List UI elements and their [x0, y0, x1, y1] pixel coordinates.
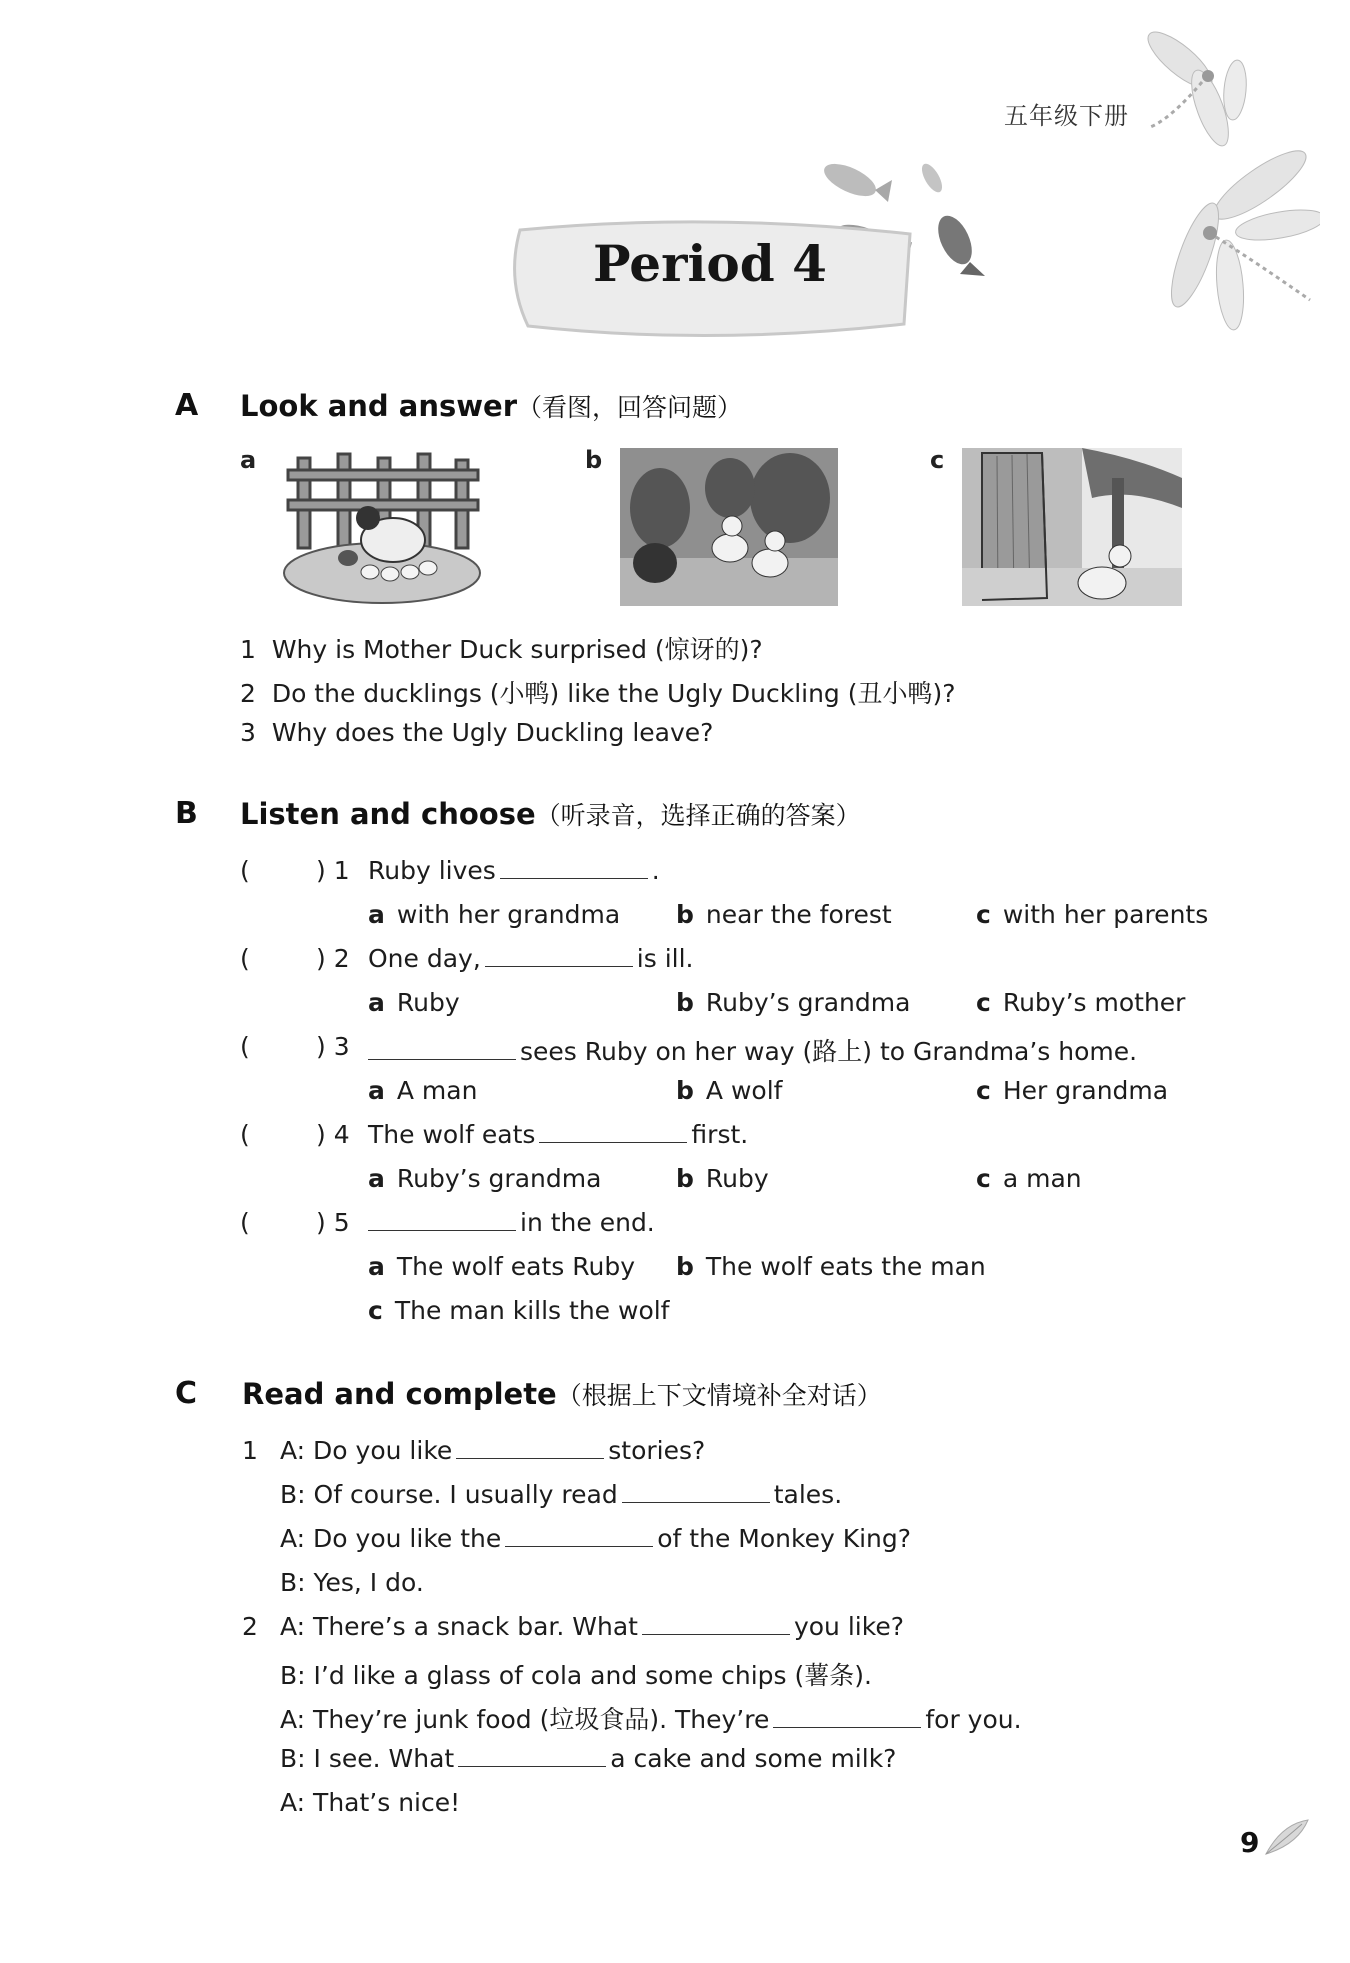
- blank[interactable]: [622, 1482, 770, 1503]
- dialogue-line: A: There’s a snack bar. What you like?: [280, 1612, 904, 1641]
- dragonfly-icon: [1140, 20, 1280, 160]
- blank[interactable]: [773, 1707, 921, 1728]
- option-a[interactable]: a A man: [368, 1076, 478, 1105]
- option-b[interactable]: b near the forest: [676, 900, 892, 929]
- mother-duck-picture: [278, 448, 486, 606]
- leaf-icon: [1262, 1818, 1312, 1858]
- blank[interactable]: [642, 1614, 790, 1635]
- option-a[interactable]: a Ruby: [368, 988, 460, 1017]
- item-5-stem: in the end.: [368, 1208, 655, 1237]
- item-number: ) 5: [316, 1208, 350, 1237]
- option-c[interactable]: c with her parents: [976, 900, 1209, 929]
- dialogue-number: 2: [242, 1612, 258, 1641]
- page-number: 9: [1240, 1826, 1260, 1859]
- answer-bracket[interactable]: (: [240, 856, 250, 885]
- section-b-title: Listen and choose（听录音，选择正确的答案）: [240, 797, 861, 831]
- blank[interactable]: [368, 1039, 516, 1060]
- section-a-letter: A: [175, 388, 199, 423]
- grade-label: 五年级下册: [1004, 102, 1129, 130]
- answer-bracket[interactable]: (: [240, 1120, 250, 1149]
- blank[interactable]: [368, 1210, 516, 1231]
- blank[interactable]: [458, 1746, 606, 1767]
- option-c[interactable]: c Her grandma: [976, 1076, 1169, 1105]
- section-a-title: Look and answer（看图，回答问题）: [240, 389, 743, 423]
- answer-bracket[interactable]: (: [240, 1208, 250, 1237]
- option-c[interactable]: c Ruby’s mother: [976, 988, 1186, 1017]
- dialogue-line: B: Of course. I usually read tales.: [280, 1480, 843, 1509]
- question-1: 1 Why is Mother Duck surprised (惊讶的)?: [240, 635, 763, 664]
- blank[interactable]: [539, 1122, 687, 1143]
- leaving-duckling-picture: [962, 448, 1182, 606]
- option-a[interactable]: a The wolf eats Ruby: [368, 1252, 635, 1281]
- option-a[interactable]: a with her grandma: [368, 900, 621, 929]
- option-c[interactable]: c The man kills the wolf: [368, 1296, 670, 1325]
- item-number: ) 4: [316, 1120, 350, 1149]
- dragonfly-icon: [1150, 145, 1320, 355]
- option-b[interactable]: b Ruby: [676, 1164, 769, 1193]
- dialogue-line: A: Do you like stories?: [280, 1436, 706, 1465]
- section-c-title: Read and complete（根据上下文情境补全对话）: [242, 1377, 882, 1411]
- item-number: ) 1: [316, 856, 350, 885]
- dialogue-line: B: Yes, I do.: [280, 1568, 424, 1597]
- section-c-letter: C: [175, 1376, 198, 1411]
- answer-bracket[interactable]: (: [240, 1032, 250, 1061]
- item-1-stem: Ruby lives .: [368, 856, 660, 885]
- dialogue-number: 1: [242, 1436, 258, 1465]
- item-number: ) 3: [316, 1032, 350, 1061]
- dialogue-line: A: They’re junk food (垃圾食品). They’re for you.: [280, 1705, 1022, 1734]
- dialogue-line: A: That’s nice!: [280, 1788, 461, 1817]
- item-number: ) 2: [316, 944, 350, 973]
- option-b[interactable]: b The wolf eats the man: [676, 1252, 986, 1281]
- option-b[interactable]: b Ruby’s grandma: [676, 988, 911, 1017]
- picture-a-label: a: [240, 446, 257, 474]
- dialogue-line: B: I’d like a glass of cola and some chips (薯条).: [280, 1661, 872, 1690]
- blank[interactable]: [485, 946, 633, 967]
- section-b-letter: B: [175, 796, 198, 831]
- option-a[interactable]: a Ruby’s grandma: [368, 1164, 602, 1193]
- ducklings-picture: [620, 448, 838, 606]
- period-title: Period 4: [593, 234, 827, 293]
- blank[interactable]: [456, 1438, 604, 1459]
- blank[interactable]: [505, 1526, 653, 1547]
- question-2: 2 Do the ducklings (小鸭) like the Ugly Duckling (丑小鸭)?: [240, 679, 956, 708]
- dialogue-line: B: I see. What a cake and some milk?: [280, 1744, 897, 1773]
- picture-c-label: c: [930, 446, 945, 474]
- blank[interactable]: [500, 858, 648, 879]
- answer-bracket[interactable]: (: [240, 944, 250, 973]
- item-3-stem: sees Ruby on her way (路上) to Grandma’s home.: [368, 1032, 1137, 1068]
- option-b[interactable]: b A wolf: [676, 1076, 783, 1105]
- question-3: 3 Why does the Ugly Duckling leave?: [240, 718, 714, 747]
- dialogue-line: A: Do you like the of the Monkey King?: [280, 1524, 912, 1553]
- item-4-stem: The wolf eats first.: [368, 1120, 749, 1149]
- item-2-stem: One day, is ill.: [368, 944, 694, 973]
- picture-b-label: b: [585, 446, 603, 474]
- option-c[interactable]: c a man: [976, 1164, 1082, 1193]
